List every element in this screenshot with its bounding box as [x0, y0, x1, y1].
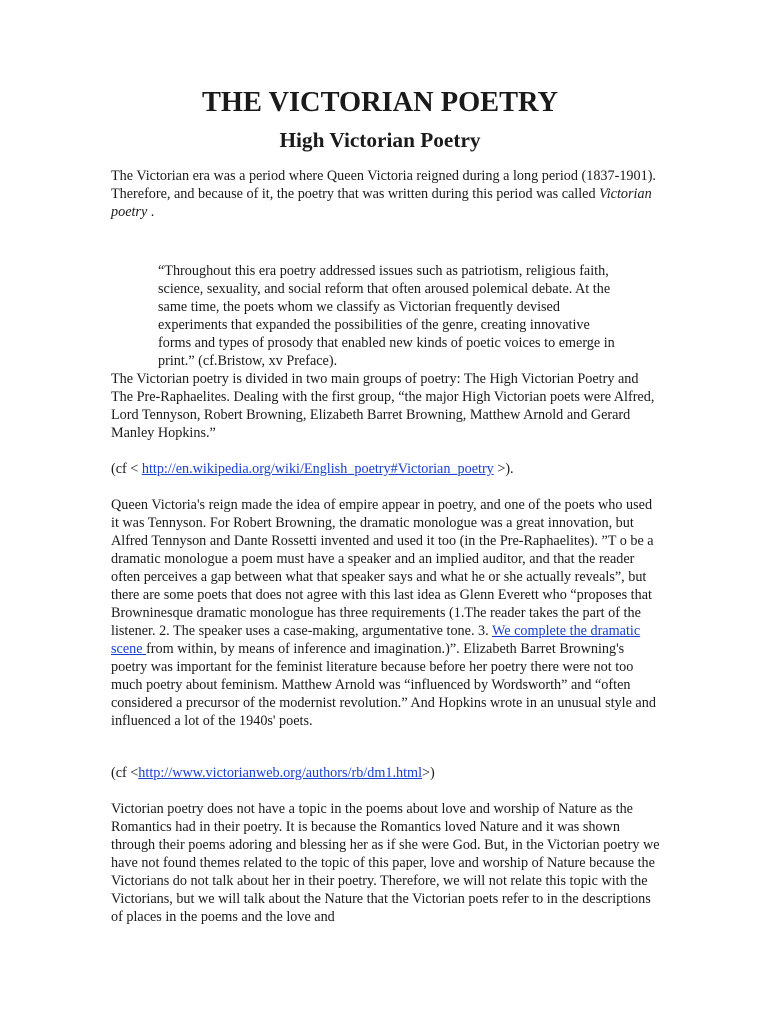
section-heading: High Victorian Poetry — [279, 128, 481, 152]
intro-paragraph — [111, 167, 661, 221]
monologue-text-end: from within, by means of inference and imagination.)”. Elizabeth Barret Browning's poetry was important for the feminist literature because before her poetry there were not too much poetry about feminism. Matthew Arnold was “influenced by Wordsworth” and “often considered a precursor of the modernist revolution.” And Hopkins wrote in an unusual style and influenced a lot of the 1940s' poets. — [111, 641, 656, 729]
citation-prefix: (cf < — [111, 765, 139, 781]
citation-suffix: >) — [422, 765, 435, 781]
nature-paragraph: Victorian poetry does not have a topic in the poems about love and worship of Nature as the Romantics had in their poetry. It is because the Romantics loved Nature and it was shown through their poems adoring and blessing her as if she were God. But, in the Victorian poetry we have not found themes related to the topic of this paper, love and worship of Nature because the Victorians do not talk about her in their poetry. Therefore, we will not relate this topic with the Victorians, but we will talk about the Nature that the Victorian poets refer to in the descriptions of places in the poems and the love and — [111, 801, 660, 925]
intro-italic-term: Victorian poetry — [111, 186, 652, 220]
monologue-text-start: Queen Victoria's reign made the idea of empire appear in poetry, and one of the poets who used it was Tennyson. For Robert Browning, the dramatic monologue was a great innovation, but Alfred Tennyson and Dante Rossetti invented and used it too (in the Pre-Raphaelites). ”T o be a dramatic monologue a poem must have a speaker and an implied auditor, and that the reader often perceives a gap between what that speaker says and what he or she actually reveals”, but there are some poets that does not agree with this last idea as Glenn Everett who “proposes that Browninesque dramatic monologue has three requirements (1.The reader takes the part of the listener. 2. The speaker uses a case-making, argumentative tone. 3. — [111, 497, 654, 639]
citation-prefix: (cf < — [111, 461, 142, 477]
dramatic-scene-link[interactable]: We complete the dramatic scene — [111, 623, 641, 657]
intro-text: The Victorian era was a period where Queen Victoria reigned during a long period (1837-1901). Therefore, and because of it, the poetry that was written during this period was called — [111, 168, 656, 202]
monologue-paragraph — [111, 496, 661, 730]
wikipedia-link[interactable]: http://en.wikipedia.org/wiki/English_poetry#Victorian_poetry — [141, 461, 494, 477]
groups-paragraph: The Victorian poetry is divided in two main groups of poetry: The High Victorian Poetry and The Pre-Raphaelites. Dealing with the first group, “the major High Victorian poets were Alfred, Lord Tennyson, Robert Browning, Elizabeth Barret Browning, Matthew Arnold and Gerard Manley Hopkins.” — [111, 371, 655, 441]
citation-victorianweb — [111, 764, 661, 782]
intro-end: . — [147, 204, 155, 220]
victorianweb-link[interactable]: http://www.victorianweb.org/authors/rb/dm1.html — [138, 765, 423, 781]
block-quote: “Throughout this era poetry addressed issues such as patriotism, religious faith, science, sexuality, and social reform that often aroused polemical debate. At the same time, the poets whom we classify as Victorian frequently devised experiments that expanded the possibilities of the genre, creating innovative forms and types of prosody that enabled new kinds of poetic voices to emerge in print.” (cf.Bristow, xv Preface). — [158, 263, 615, 369]
document-title: THE VICTORIAN POETRY — [201, 87, 559, 118]
citation-wikipedia — [111, 460, 661, 478]
citation-suffix: >). — [493, 461, 514, 477]
